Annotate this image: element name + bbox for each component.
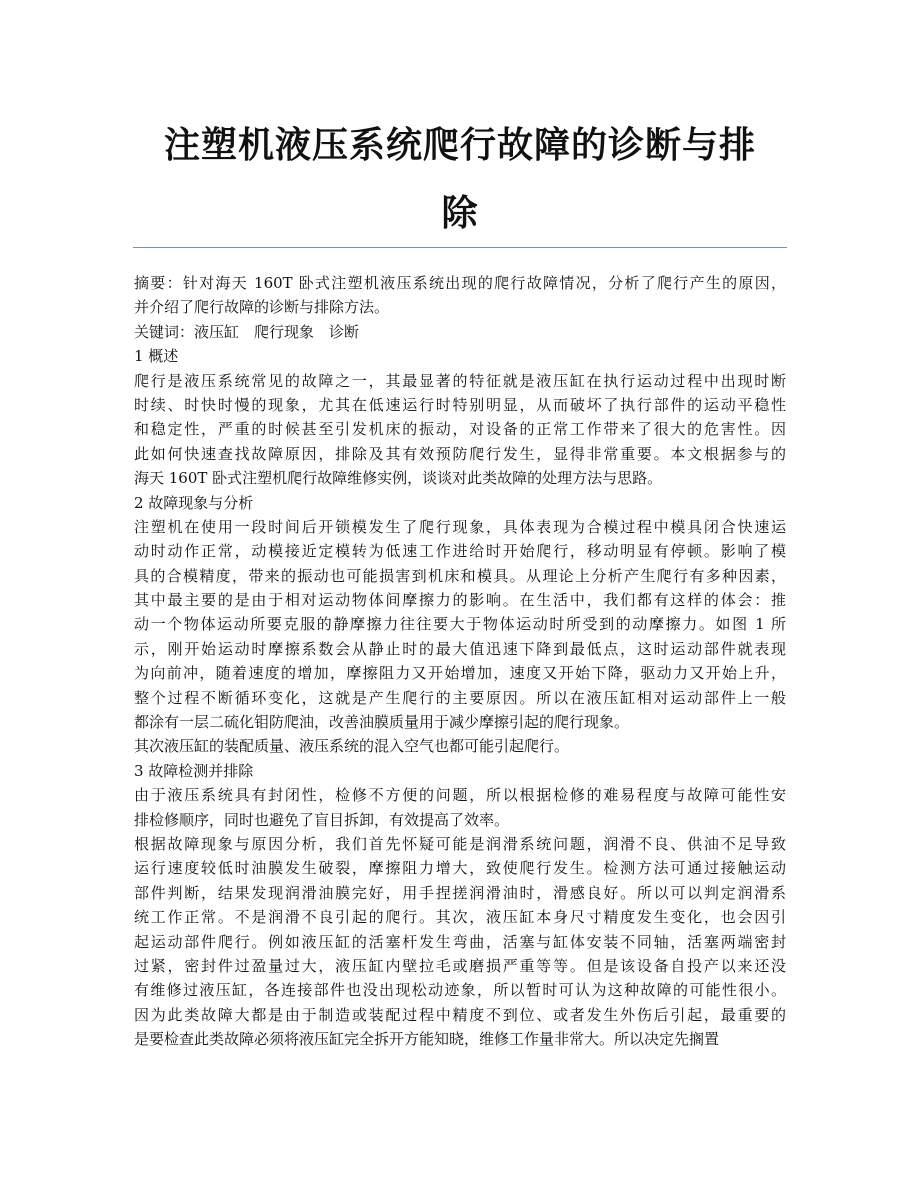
text-line: 过紧，密封件过盈量过大，液压缸内壁拉毛或磨损严重等等。但是该设备自投产以来还没 <box>134 956 786 975</box>
title-divider <box>133 247 787 248</box>
text-line: 动一个物体运动所要克服的静摩擦力往往要大于物体运动时所受到的动摩擦力。如图 1 所 <box>134 615 786 634</box>
text-line: 运行速度较低时油膜发生破裂，摩擦阻力增大，致使爬行发生。检测方法可通过接触运动 <box>134 859 786 878</box>
text-line: 由于液压系统具有封闭性，检修不方便的问题，所以根据检修的难易程度与故障可能性安 <box>134 786 786 805</box>
section-heading <box>134 344 786 368</box>
section-heading <box>134 759 786 783</box>
text-line: 爬行是液压系统常见的故障之一，其最显著的特征就是液压缸在执行运动过程中出现时断 <box>134 371 786 390</box>
keywords-paragraph <box>134 320 786 344</box>
title-line-1: 注塑机液压系统爬行故障的诊断与排 <box>163 125 756 166</box>
text-line: 关键词：液压缸 爬行现象 诊断 <box>134 322 360 341</box>
text-line: 是要检查此类故障必须将液压缸完全拆开方能知晓，维修工作量非常大。所以决定先搁置 <box>134 1030 720 1049</box>
text-line: 都涂有一层二硫化钼防爬油，改善油膜质量用于减少摩擦引起的爬行现象。 <box>134 713 630 732</box>
text-line: 其中最主要的是由于相对运动物体间摩擦力的影响。在生活中，我们都有这样的体会：推 <box>134 591 786 610</box>
para-paragraph <box>134 734 786 758</box>
text-line: 并介绍了爬行故障的诊断与排除方法。 <box>134 298 390 317</box>
text-line: 示，刚开始运动时摩擦系数会从静止时的最大值迅速下降到最低点，这时运动部件就表现 <box>134 639 786 658</box>
text-line: 起运动部件爬行。例如液压缸的活塞杆发生弯曲，活塞与缸体安装不同轴，活塞两端密封 <box>134 932 786 951</box>
para-paragraph <box>134 515 786 735</box>
para-paragraph <box>134 832 786 1052</box>
text-line: 根据故障现象与原因分析，我们首先怀疑可能是润滑系统问题，润滑不良、供油不足导致 <box>134 834 786 853</box>
text-line: 3 故障检测并排除 <box>134 761 254 780</box>
text-line: 海天 160T 卧式注塑机爬行故障维修实例，谈谈对此类故障的处理方法与思路。 <box>134 469 663 488</box>
text-line: 为向前冲，随着速度的增加，摩擦阻力又开始增加，速度又开始下降，驱动力又开始上升， <box>134 664 786 683</box>
document-body <box>134 271 786 1052</box>
text-line: 部件判断，结果发现润滑油膜完好，用手捏搓润滑油时，滑感良好。所以可以判定润滑系 <box>134 883 786 902</box>
text-line: 具的合模精度，带来的振动也可能损害到机床和模具。从理论上分析产生爬行有多种因素， <box>134 566 786 585</box>
text-line: 1 概述 <box>134 347 179 366</box>
text-line: 因为此类故障大都是由于制造或装配过程中精度不到位、或者发生外伤后引起，最重要的 <box>134 1005 786 1024</box>
text-line: 整个过程不断循环变化，这就是产生爬行的主要原因。所以在液压缸相对运动部件上一般 <box>134 688 786 707</box>
text-line: 和稳定性，严重的时候甚至引发机床的振动，对设备的正常工作带来了很大的危害性。因 <box>134 420 786 439</box>
text-line: 此如何快速查找故障原因，排除及其有效预防爬行发生，显得非常重要。本文根据参与的 <box>134 444 786 463</box>
text-line: 统工作正常。不是润滑不良引起的爬行。其次，液压缸本身尺寸精度发生变化，也会因引 <box>134 908 786 927</box>
text-line: 排检修顺序，同时也避免了盲目拆卸，有效提高了效率。 <box>134 810 510 829</box>
section-heading <box>134 491 786 515</box>
text-line: 时续、时快时慢的现象，尤其在低速运行时特别明显，从而破坏了执行部件的运动平稳性 <box>134 395 786 414</box>
text-line: 摘要：针对海天 160T 卧式注塑机液压系统出现的爬行故障情况，分析了爬行产生的原因， <box>134 274 786 292</box>
text-line: 注塑机在使用一段时间后开锁模发生了爬行现象，具体表现为合模过程中模具闭合快速运 <box>134 517 786 536</box>
title-line-2: 除 <box>441 193 479 234</box>
abstract-paragraph <box>134 271 786 320</box>
para-paragraph <box>134 369 786 491</box>
text-line: 有维修过液压缸，各连接部件也没出现松动迹象，所以暂时可认为这种故障的可能性很小。 <box>134 981 786 1000</box>
text-line: 动时动作正常，动模接近定模转为低速工作进给时开始爬行，移动明显有停顿。影响了模 <box>134 542 786 561</box>
document-title <box>100 112 820 248</box>
text-line: 2 故障现象与分析 <box>134 493 254 512</box>
text-line: 其次液压缸的装配质量、液压系统的混入空气也都可能引起爬行。 <box>134 737 570 756</box>
para-paragraph <box>134 783 786 832</box>
